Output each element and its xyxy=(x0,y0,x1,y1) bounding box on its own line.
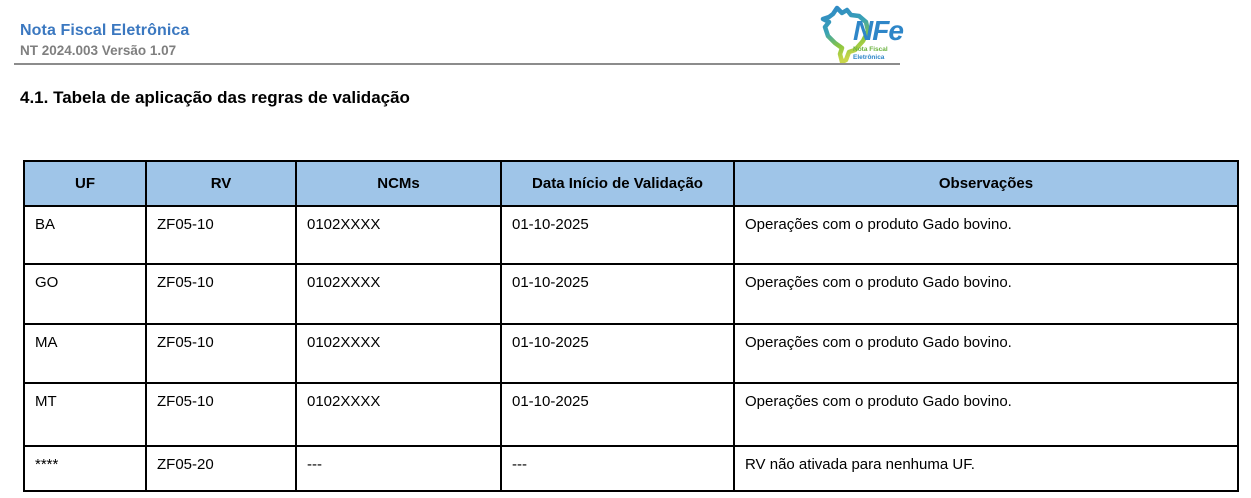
cell-observacoes: Operações com o produto Gado bovino. xyxy=(734,383,1238,446)
cell-data-inicio: 01-10-2025 xyxy=(501,206,734,264)
table-header-row xyxy=(24,161,1238,206)
cell-ncms: 0102XXXX xyxy=(296,264,501,324)
cell-rv: ZF05-20 xyxy=(146,446,296,491)
cell-observacoes: Operações com o produto Gado bovino. xyxy=(734,264,1238,324)
cell-uf: **** xyxy=(24,446,146,491)
cell-rv: ZF05-10 xyxy=(146,324,296,383)
column-header-uf: UF xyxy=(24,161,146,206)
table-row xyxy=(24,446,1238,491)
document-title: Nota Fiscal Eletrônica xyxy=(20,22,190,39)
cell-uf: BA xyxy=(24,206,146,264)
column-header-data-inicio: Data Início de Validação xyxy=(501,161,734,206)
cell-rv: ZF05-10 xyxy=(146,383,296,446)
header-divider xyxy=(14,63,900,65)
section-title: 4.1. Tabela de aplicação das regras de validação xyxy=(20,88,410,107)
cell-data-inicio: 01-10-2025 xyxy=(501,264,734,324)
cell-uf: MT xyxy=(24,383,146,446)
cell-observacoes: Operações com o produto Gado bovino. xyxy=(734,206,1238,264)
table-row xyxy=(24,264,1238,324)
cell-rv: ZF05-10 xyxy=(146,264,296,324)
cell-data-inicio: 01-10-2025 xyxy=(501,324,734,383)
cell-rv: ZF05-10 xyxy=(146,206,296,264)
document-header xyxy=(20,22,189,58)
cell-ncms: 0102XXXX xyxy=(296,206,501,264)
nfe-logo-acronym: NFe xyxy=(853,15,903,46)
document-subtitle: NT 2024.003 Versão 1.07 xyxy=(20,43,177,58)
nfe-logo-text xyxy=(853,15,903,61)
validation-rules-table xyxy=(23,160,1239,492)
table-row xyxy=(24,324,1238,383)
column-header-observacoes: Observações xyxy=(734,161,1238,206)
cell-uf: MA xyxy=(24,324,146,383)
cell-ncms: --- xyxy=(296,446,501,491)
nfe-logo xyxy=(813,5,908,65)
cell-data-inicio: --- xyxy=(501,446,734,491)
cell-data-inicio: 01-10-2025 xyxy=(501,383,734,446)
nfe-logo-caption-line2: Eletrônica xyxy=(853,54,885,61)
table-row xyxy=(24,383,1238,446)
cell-ncms: 0102XXXX xyxy=(296,324,501,383)
nfe-logo-caption xyxy=(853,46,903,61)
table-row xyxy=(24,206,1238,264)
nfe-logo-caption-line1: Nota Fiscal xyxy=(853,46,888,53)
column-header-ncms: NCMs xyxy=(296,161,501,206)
cell-ncms: 0102XXXX xyxy=(296,383,501,446)
cell-observacoes: RV não ativada para nenhuma UF. xyxy=(734,446,1238,491)
cell-uf: GO xyxy=(24,264,146,324)
cell-observacoes: Operações com o produto Gado bovino. xyxy=(734,324,1238,383)
column-header-rv: RV xyxy=(146,161,296,206)
